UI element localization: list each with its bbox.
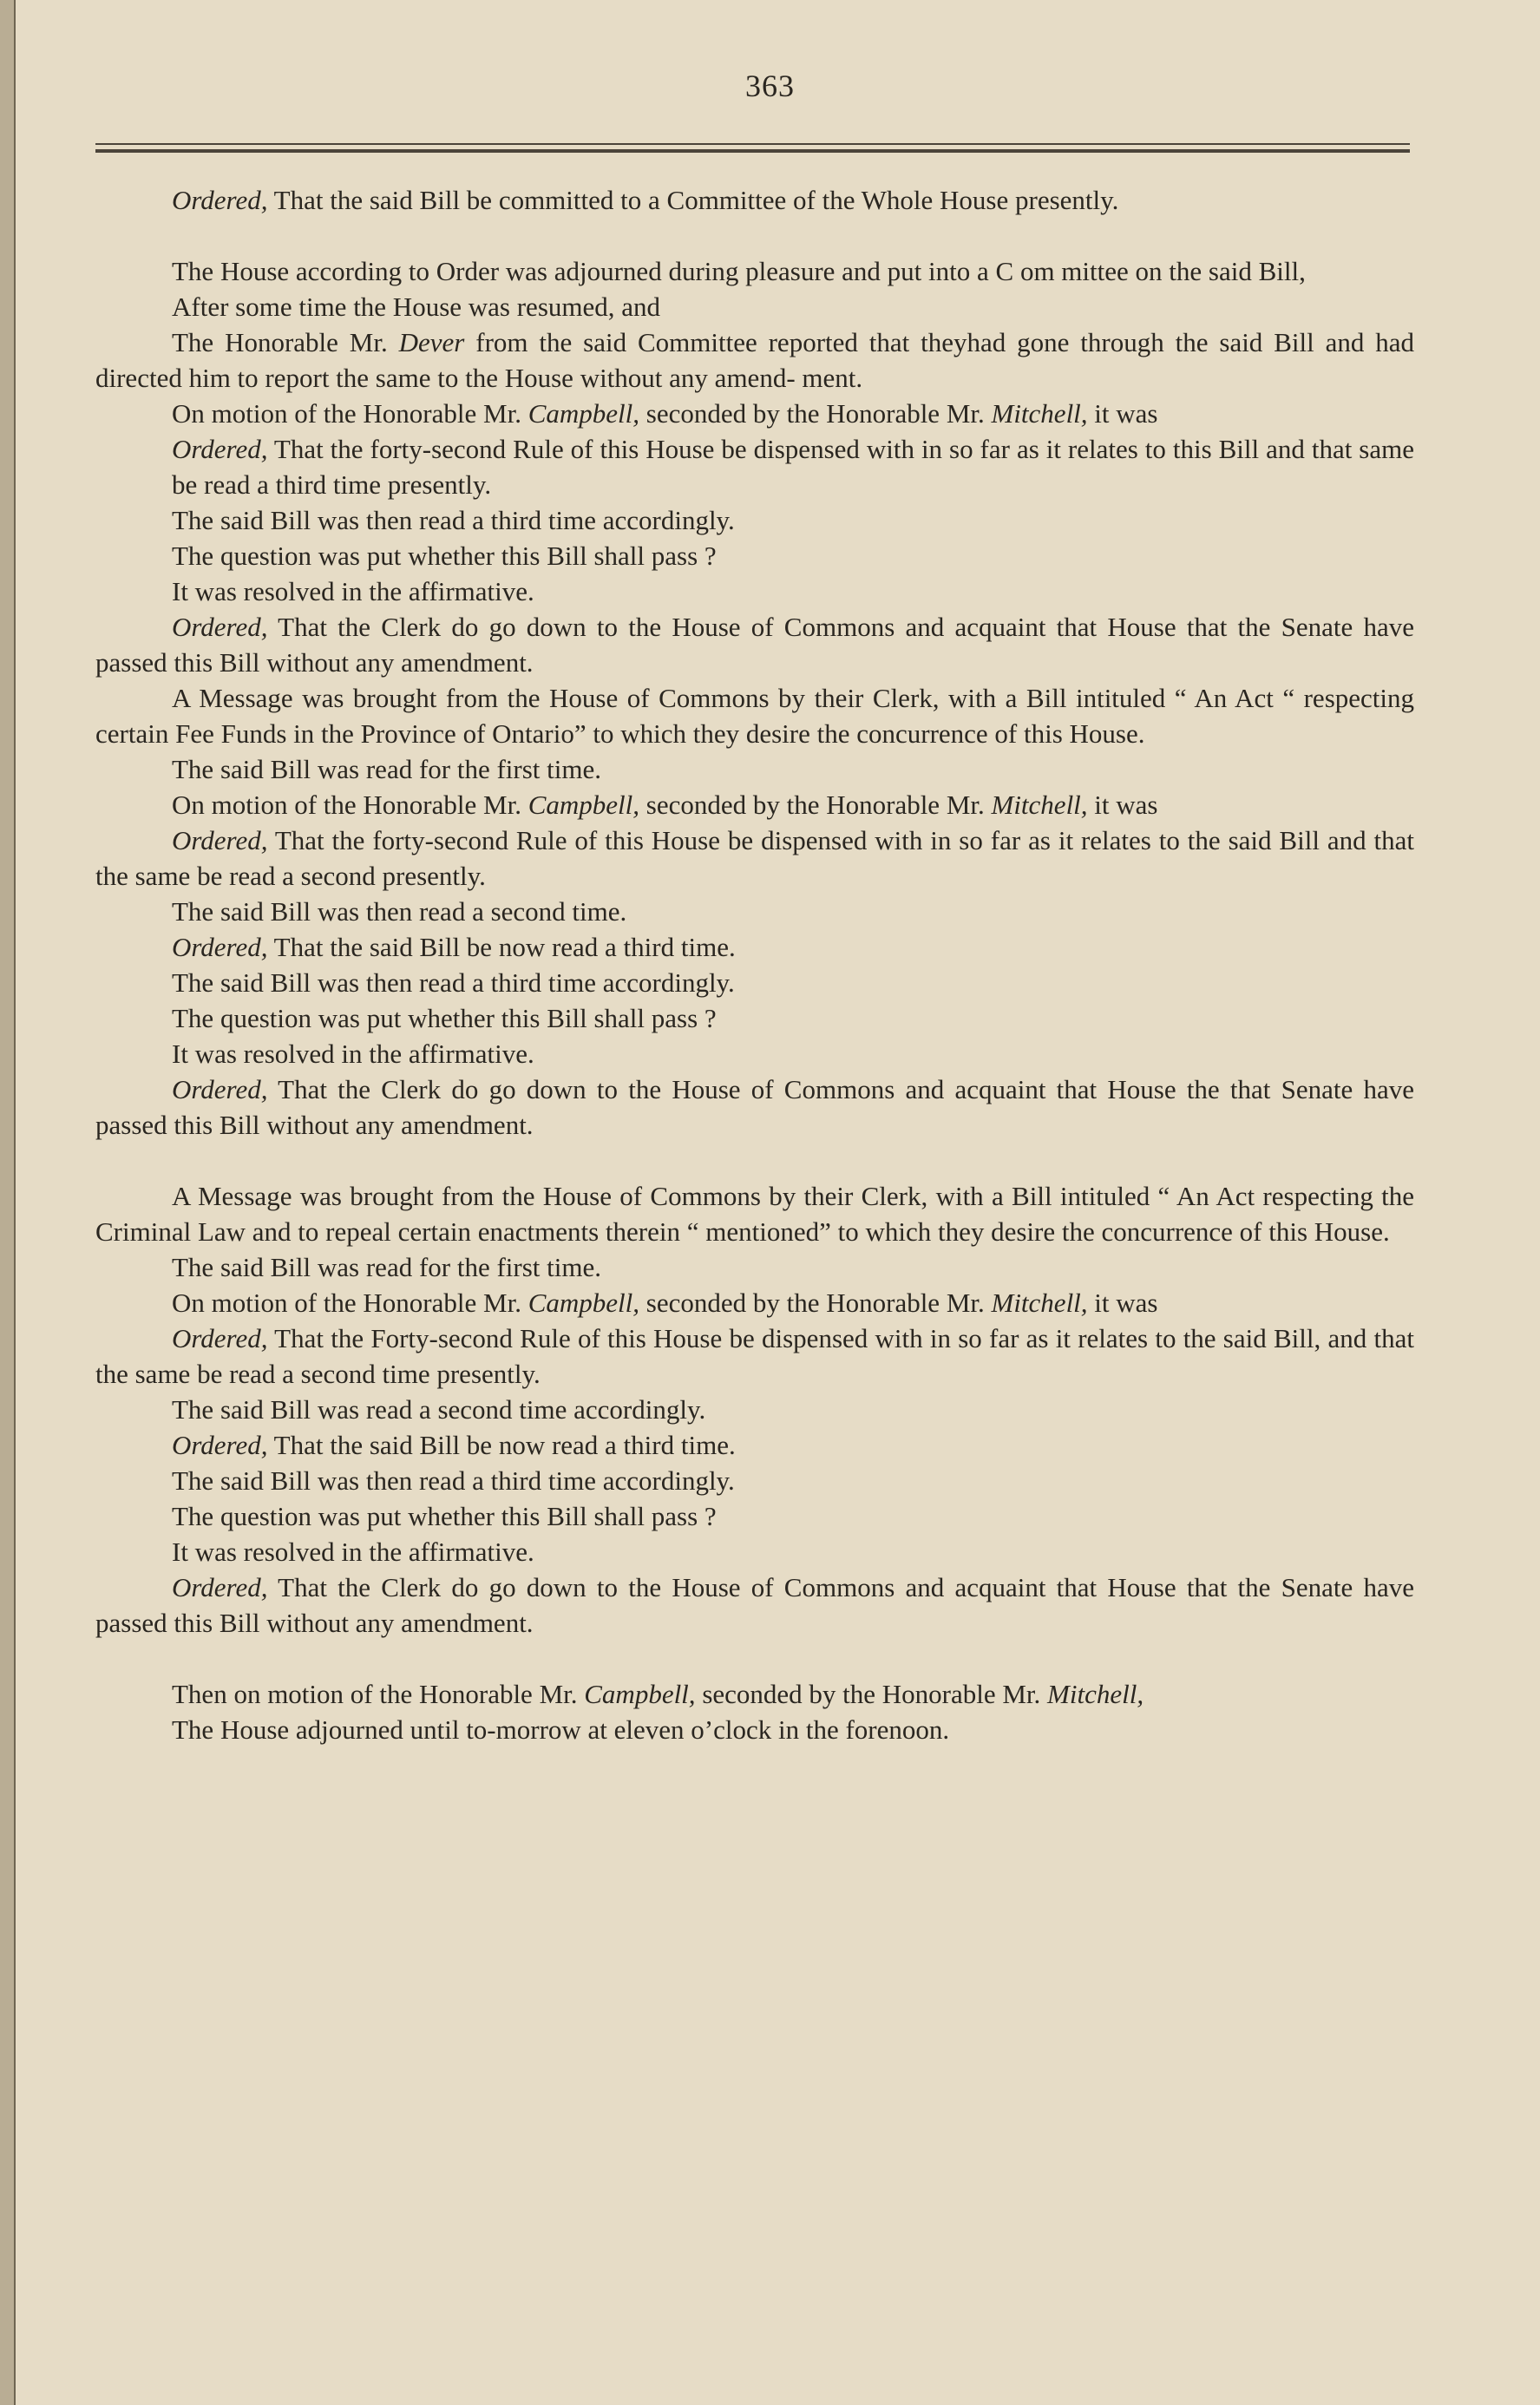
paragraph: The House according to Order was adjourned during pleasure and put into a C om mittee on the said Bill, (172, 256, 1306, 286)
page-number: 363 (745, 69, 795, 103)
paragraph: Ordered, That the said Bill be committed to a Committee of the Whole House presently. (172, 185, 1119, 215)
italic-name: Campbell, (528, 790, 640, 820)
paragraph: The question was put whether this Bill shall pass ? (172, 1501, 717, 1531)
paragraph: The said Bill was read for the first time. (172, 754, 602, 784)
italic-term: Ordered, (172, 1074, 268, 1104)
paragraph: On motion of the Honorable Mr. Campbell, seconded by the Honorable Mr. Mitchell, it was (172, 398, 1158, 429)
paragraph: A Message was brought from the House of Commons by their Clerk, with a Bill intituled “ An Act “ respecting certain Fee Funds in the Province of Ontario” to which they desire the concurrence of this House. (95, 683, 1414, 749)
paragraph: It was resolved in the affirmative. (172, 1039, 534, 1069)
italic-term: Ordered, (172, 1323, 268, 1353)
italic-name: Campbell, (584, 1679, 696, 1709)
paragraph: The question was put whether this Bill shall pass ? (172, 1003, 717, 1033)
italic-name: Mitchell, (991, 398, 1088, 429)
paragraph: The House adjourned until to-morrow at eleven o’clock in the forenoon. (172, 1714, 950, 1745)
journal-text (95, 182, 1414, 1747)
paragraph: The question was put whether this Bill shall pass ? (172, 541, 717, 571)
header-rule-bottom-line (95, 149, 1410, 153)
paragraph: It was resolved in the affirmative. (172, 576, 534, 606)
paragraph: Ordered, That the said Bill be now read a third time. (172, 1430, 736, 1460)
paragraph: The said Bill was read a second time accordingly. (172, 1394, 706, 1425)
paragraph: The said Bill was then read a third time accordingly. (172, 505, 735, 535)
paragraph: Ordered, That the said Bill be now read a third time. (172, 932, 736, 962)
paragraph: It was resolved in the affirmative. (172, 1537, 534, 1567)
paragraph: Ordered, That the Clerk do go down to the House of Commons and acquaint that House that the Senate have passed this Bill without any amendment. (95, 612, 1414, 678)
paragraph: Ordered, That the Clerk do go down to the House of Commons and acquaint that House the that Senate have passed this Bill without any amendment. (95, 1074, 1414, 1140)
italic-term: Ordered, (172, 1430, 268, 1460)
italic-name: Campbell, (528, 398, 640, 429)
paragraph: The Honorable Mr. Dever from the said Committee reported that theyhad gone through the said Bill and had directed him to report the same to the House without any amend- ment. (95, 327, 1414, 393)
paragraph: The said Bill was read for the first time. (172, 1252, 602, 1282)
paragraph: On motion of the Honorable Mr. Campbell, seconded by the Honorable Mr. Mitchell, it was (172, 790, 1158, 820)
paragraph: On motion of the Honorable Mr. Campbell, seconded by the Honorable Mr. Mitchell, it was (172, 1288, 1158, 1318)
header-rule (95, 143, 1410, 154)
paragraph: Ordered, That the forty-second Rule of this House be dispensed with in so far as it relates to this Bill and that same be read a third time presently. (172, 434, 1414, 500)
italic-term: Ordered, (172, 825, 268, 855)
italic-name: Mitchell, (991, 1288, 1088, 1318)
italic-term: Ordered, (172, 932, 268, 962)
paragraph: Ordered, That the Forty-second Rule of this House be dispensed with in so far as it relates to the said Bill, and that the same be read a second time presently. (95, 1323, 1414, 1389)
paragraph: The said Bill was then read a second time. (172, 896, 627, 927)
paragraph: Then on motion of the Honorable Mr. Campbell, seconded by the Honorable Mr. Mitchell, (172, 1679, 1144, 1709)
paragraph: The said Bill was then read a third time accordingly. (172, 1465, 735, 1496)
paragraph: A Message was brought from the House of Commons by their Clerk, with a Bill intituled “ An Act respecting the Criminal Law and to repeal certain enactments therein “ mentioned” to which they desire the concurrence of this House. (95, 1181, 1414, 1247)
binding-edge (0, 0, 16, 2405)
italic-name: Mitchell, (991, 790, 1088, 820)
paragraph: After some time the House was resumed, and (172, 292, 661, 322)
italic-term: Ordered, (172, 185, 268, 215)
paragraph: Ordered, That the Clerk do go down to the House of Commons and acquaint that House that the Senate have passed this Bill without any amendment. (95, 1572, 1414, 1638)
paragraph: The said Bill was then read a third time accordingly. (172, 967, 735, 998)
italic-name: Mitchell, (1047, 1679, 1144, 1709)
italic-term: Ordered, (172, 612, 268, 642)
italic-name: Dever (398, 327, 465, 357)
header-rule-top-line (95, 143, 1410, 145)
italic-term: Ordered, (172, 434, 268, 464)
italic-name: Campbell, (528, 1288, 640, 1318)
paragraph: Ordered, That the forty-second Rule of this House be dispensed with in so far as it relates to the said Bill and that the same be read a second presently. (95, 825, 1414, 891)
italic-term: Ordered, (172, 1572, 268, 1602)
